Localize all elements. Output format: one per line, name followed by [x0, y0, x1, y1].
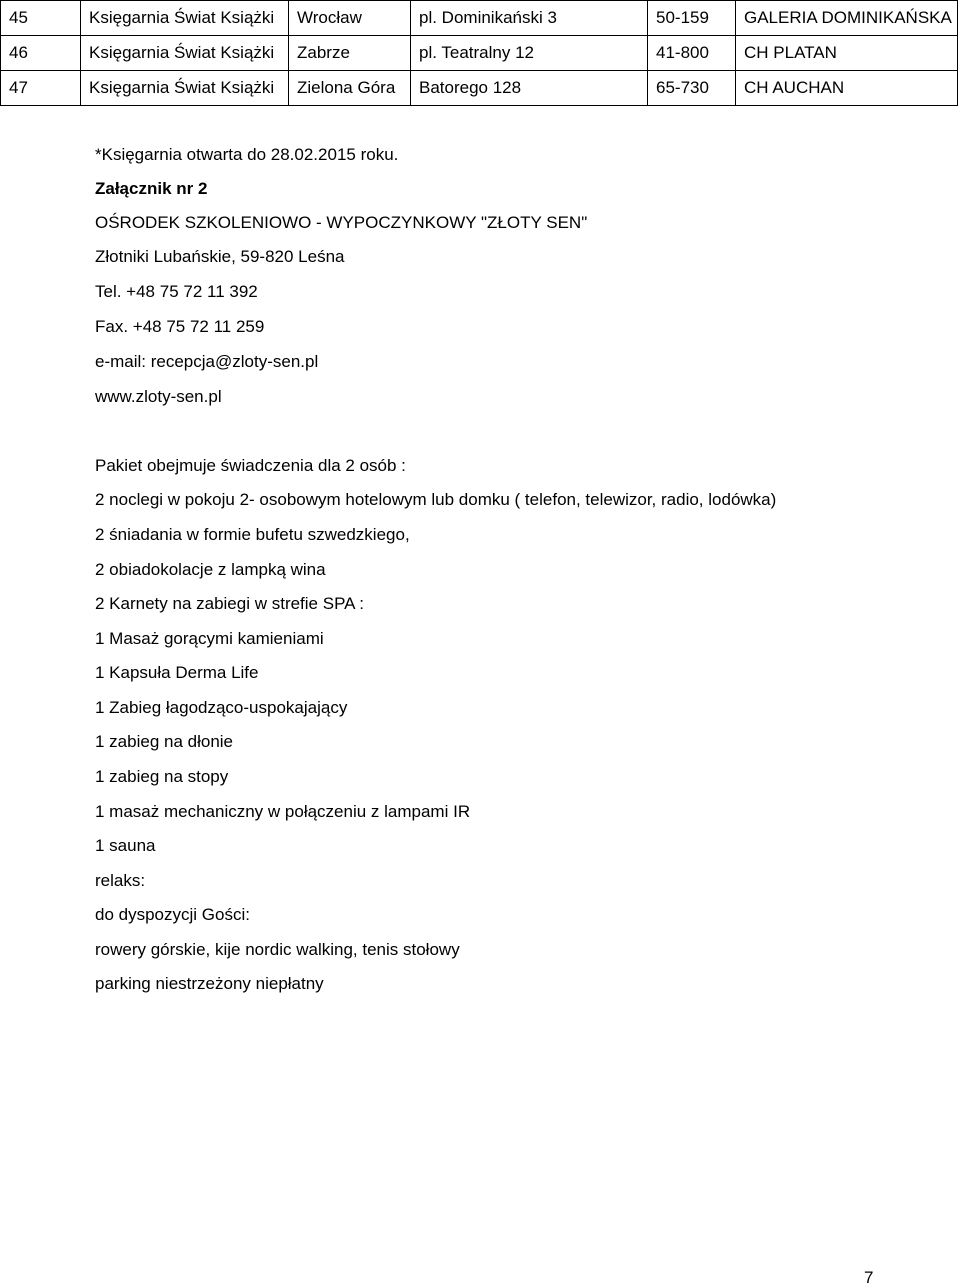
table-row	[1, 36, 958, 71]
table-cell-postcode: 41-800	[648, 36, 736, 71]
table-cell-street: Batorego 128	[411, 71, 648, 106]
list-item: 1 Zabieg łagodząco-uspokajający	[95, 698, 348, 717]
list-item: 1 zabieg na stopy	[95, 767, 229, 786]
table-cell-store: Księgarnia Świat Książki	[81, 71, 289, 106]
list-item: 2 Karnety na zabiegi w strefie SPA :	[95, 594, 364, 613]
list-item: 2 śniadania w formie bufetu szwedzkiego,	[95, 525, 410, 544]
stores-table	[0, 0, 958, 106]
table-cell-mall: CH PLATAN	[736, 36, 958, 71]
center-fax: Fax. +48 75 72 11 259	[95, 317, 265, 336]
annex-title: Załącznik nr 2	[95, 179, 208, 198]
list-item: 1 Masaż gorącymi kamieniami	[95, 629, 324, 648]
table-cell-street: pl. Dominikański 3	[411, 1, 648, 36]
center-name: OŚRODEK SZKOLENIOWO - WYPOCZYNKOWY "ZŁOTY SEN"	[95, 213, 588, 232]
table-cell-mall: GALERIA DOMINIKAŃSKA	[736, 1, 958, 36]
table-cell-no: 45	[1, 1, 81, 36]
package-intro: Pakiet obejmuje świadczenia dla 2 osób :	[95, 456, 406, 475]
list-item: parking niestrzeżony niepłatny	[95, 974, 324, 993]
store-note: *Księgarnia otwarta do 28.02.2015 roku.	[95, 145, 399, 164]
table-cell-city: Zielona Góra	[289, 71, 411, 106]
list-item: 2 noclegi w pokoju 2- osobowym hotelowym lub domku ( telefon, telewizor, radio, lodówka)	[95, 490, 777, 509]
table-cell-mall: CH AUCHAN	[736, 71, 958, 106]
table-cell-postcode: 50-159	[648, 1, 736, 36]
table-cell-city: Zabrze	[289, 36, 411, 71]
table-cell-no: 46	[1, 36, 81, 71]
list-item: 1 sauna	[95, 836, 156, 855]
list-item: 2 obiadokolacje z lampką wina	[95, 560, 326, 579]
table-row	[1, 71, 958, 106]
list-item: 1 Kapsuła Derma Life	[95, 663, 259, 682]
list-item: do dyspozycji Gości:	[95, 905, 250, 924]
list-item: rowery górskie, kije nordic walking, tenis stołowy	[95, 940, 460, 959]
table-cell-store: Księgarnia Świat Książki	[81, 36, 289, 71]
table-cell-store: Księgarnia Świat Książki	[81, 1, 289, 36]
table-cell-city: Wrocław	[289, 1, 411, 36]
table-row	[1, 1, 958, 36]
center-email: e-mail: recepcja@zloty-sen.pl	[95, 352, 319, 371]
table-cell-no: 47	[1, 71, 81, 106]
table-cell-postcode: 65-730	[648, 71, 736, 106]
list-item: relaks:	[95, 871, 146, 890]
center-phone: Tel. +48 75 72 11 392	[95, 282, 258, 301]
center-website: www.zloty-sen.pl	[95, 387, 222, 406]
table-cell-street: pl. Teatralny 12	[411, 36, 648, 71]
list-item: 1 masaż mechaniczny w połączeniu z lampami IR	[95, 802, 471, 821]
center-address: Złotniki Lubańskie, 59-820 Leśna	[95, 247, 345, 266]
page-number: 7	[864, 1268, 874, 1287]
list-item: 1 zabieg na dłonie	[95, 732, 234, 751]
